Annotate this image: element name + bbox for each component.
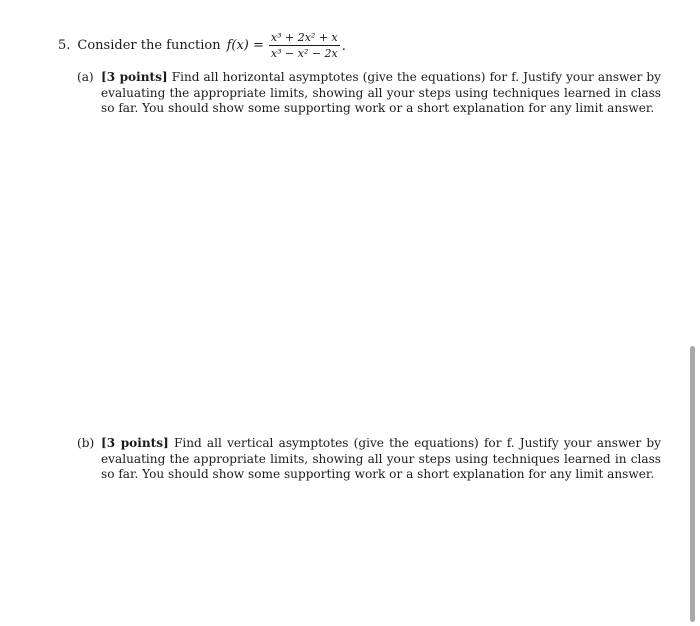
- question-number: 5.: [58, 37, 71, 53]
- scrollbar[interactable]: [690, 346, 695, 622]
- fraction-denominator: x³ − x² − 2x: [270, 46, 338, 60]
- part-a-label: (a): [77, 70, 94, 84]
- fraction-numerator: x³ + 2x² + x: [270, 30, 338, 44]
- part-a: [77, 70, 661, 117]
- part-b-points: [3 points]: [101, 436, 169, 450]
- end-punctuation: .: [341, 39, 346, 54]
- question-header: [58, 28, 346, 62]
- function-name: f(x) =: [226, 37, 264, 53]
- part-b-label: (b): [77, 436, 95, 450]
- part-b-text: Find all vertical asymptotes (give the equations) for f. Justify your answer by evaluating the appropriate limits, showing all your steps using techniques learned in class so far. You should show some supporting work or a short explanation for any limit answer.: [101, 436, 661, 482]
- function-fraction: [269, 31, 340, 60]
- part-a-text: Find all horizontal asymptotes (give the equations) for f. Justify your answer by evaluating the appropriate limits, showing all your steps using techniques learned in class so far. You should show some supporting work or a short explanation for any limit answer.: [101, 70, 661, 116]
- question-intro: Consider the function: [77, 37, 221, 53]
- part-a-points: [3 points]: [101, 70, 168, 84]
- part-b: [77, 436, 661, 483]
